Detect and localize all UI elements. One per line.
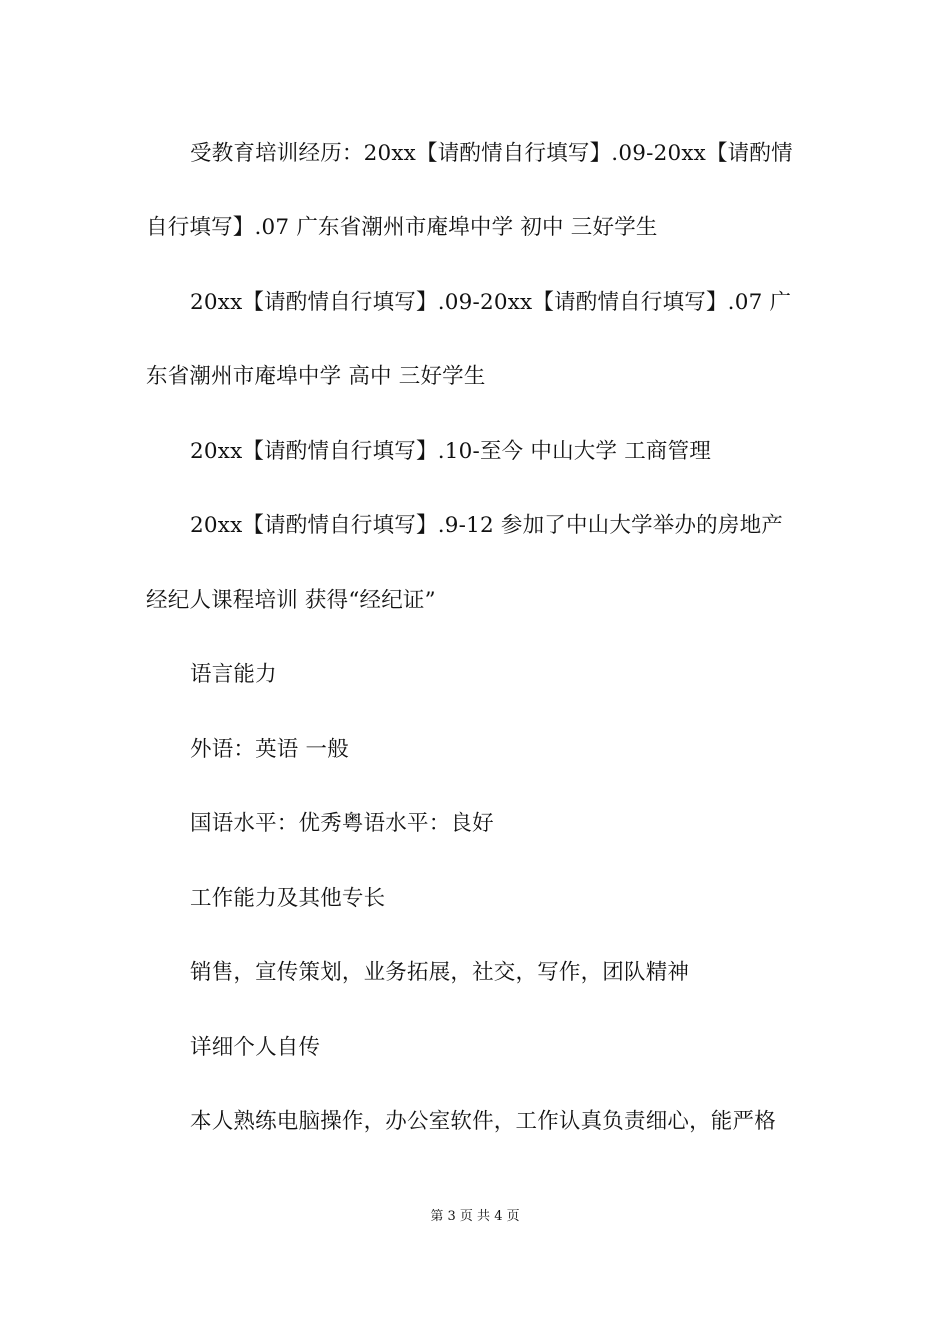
page-number-label: 第 3 页 共 4 页 bbox=[430, 1209, 520, 1224]
page-footer bbox=[0, 1208, 950, 1226]
education-history-line-1: 受教育培训经历：20xx【请酌情自行填写】.09-20xx【请酌情 bbox=[190, 141, 793, 166]
skills-list-line: 销售，宣传策划，业务拓展，社交，写作，团队精神 bbox=[190, 960, 690, 985]
section-heading-language: 语言能力 bbox=[190, 662, 277, 687]
mandarin-cantonese-line: 国语水平：优秀粤语水平：良好 bbox=[190, 811, 494, 836]
foreign-language-line: 外语：英语 一般 bbox=[190, 737, 349, 762]
education-entry-high-school-line-1: 20xx【请酌情自行填写】.09-20xx【请酌情自行填写】.07 广 bbox=[190, 290, 792, 315]
section-heading-autobiography: 详细个人自传 bbox=[190, 1035, 321, 1060]
education-entry-high-school-line-2: 东省潮州市庵埠中学 高中 三好学生 bbox=[146, 364, 486, 389]
autobiography-line-1: 本人熟练电脑操作，办公室软件，工作认真负责细心，能严格 bbox=[190, 1109, 776, 1134]
education-entry-university: 20xx【请酌情自行填写】.10-至今 中山大学 工商管理 bbox=[190, 439, 712, 464]
section-heading-skills: 工作能力及其他专长 bbox=[190, 886, 386, 911]
training-entry-line-2: 经纪人课程培训 获得“经纪证” bbox=[146, 588, 436, 613]
training-entry-line-1: 20xx【请酌情自行填写】.9-12 参加了中山大学举办的房地产 bbox=[190, 513, 783, 538]
education-history-line-2: 自行填写】.07 广东省潮州市庵埠中学 初中 三好学生 bbox=[146, 215, 658, 240]
